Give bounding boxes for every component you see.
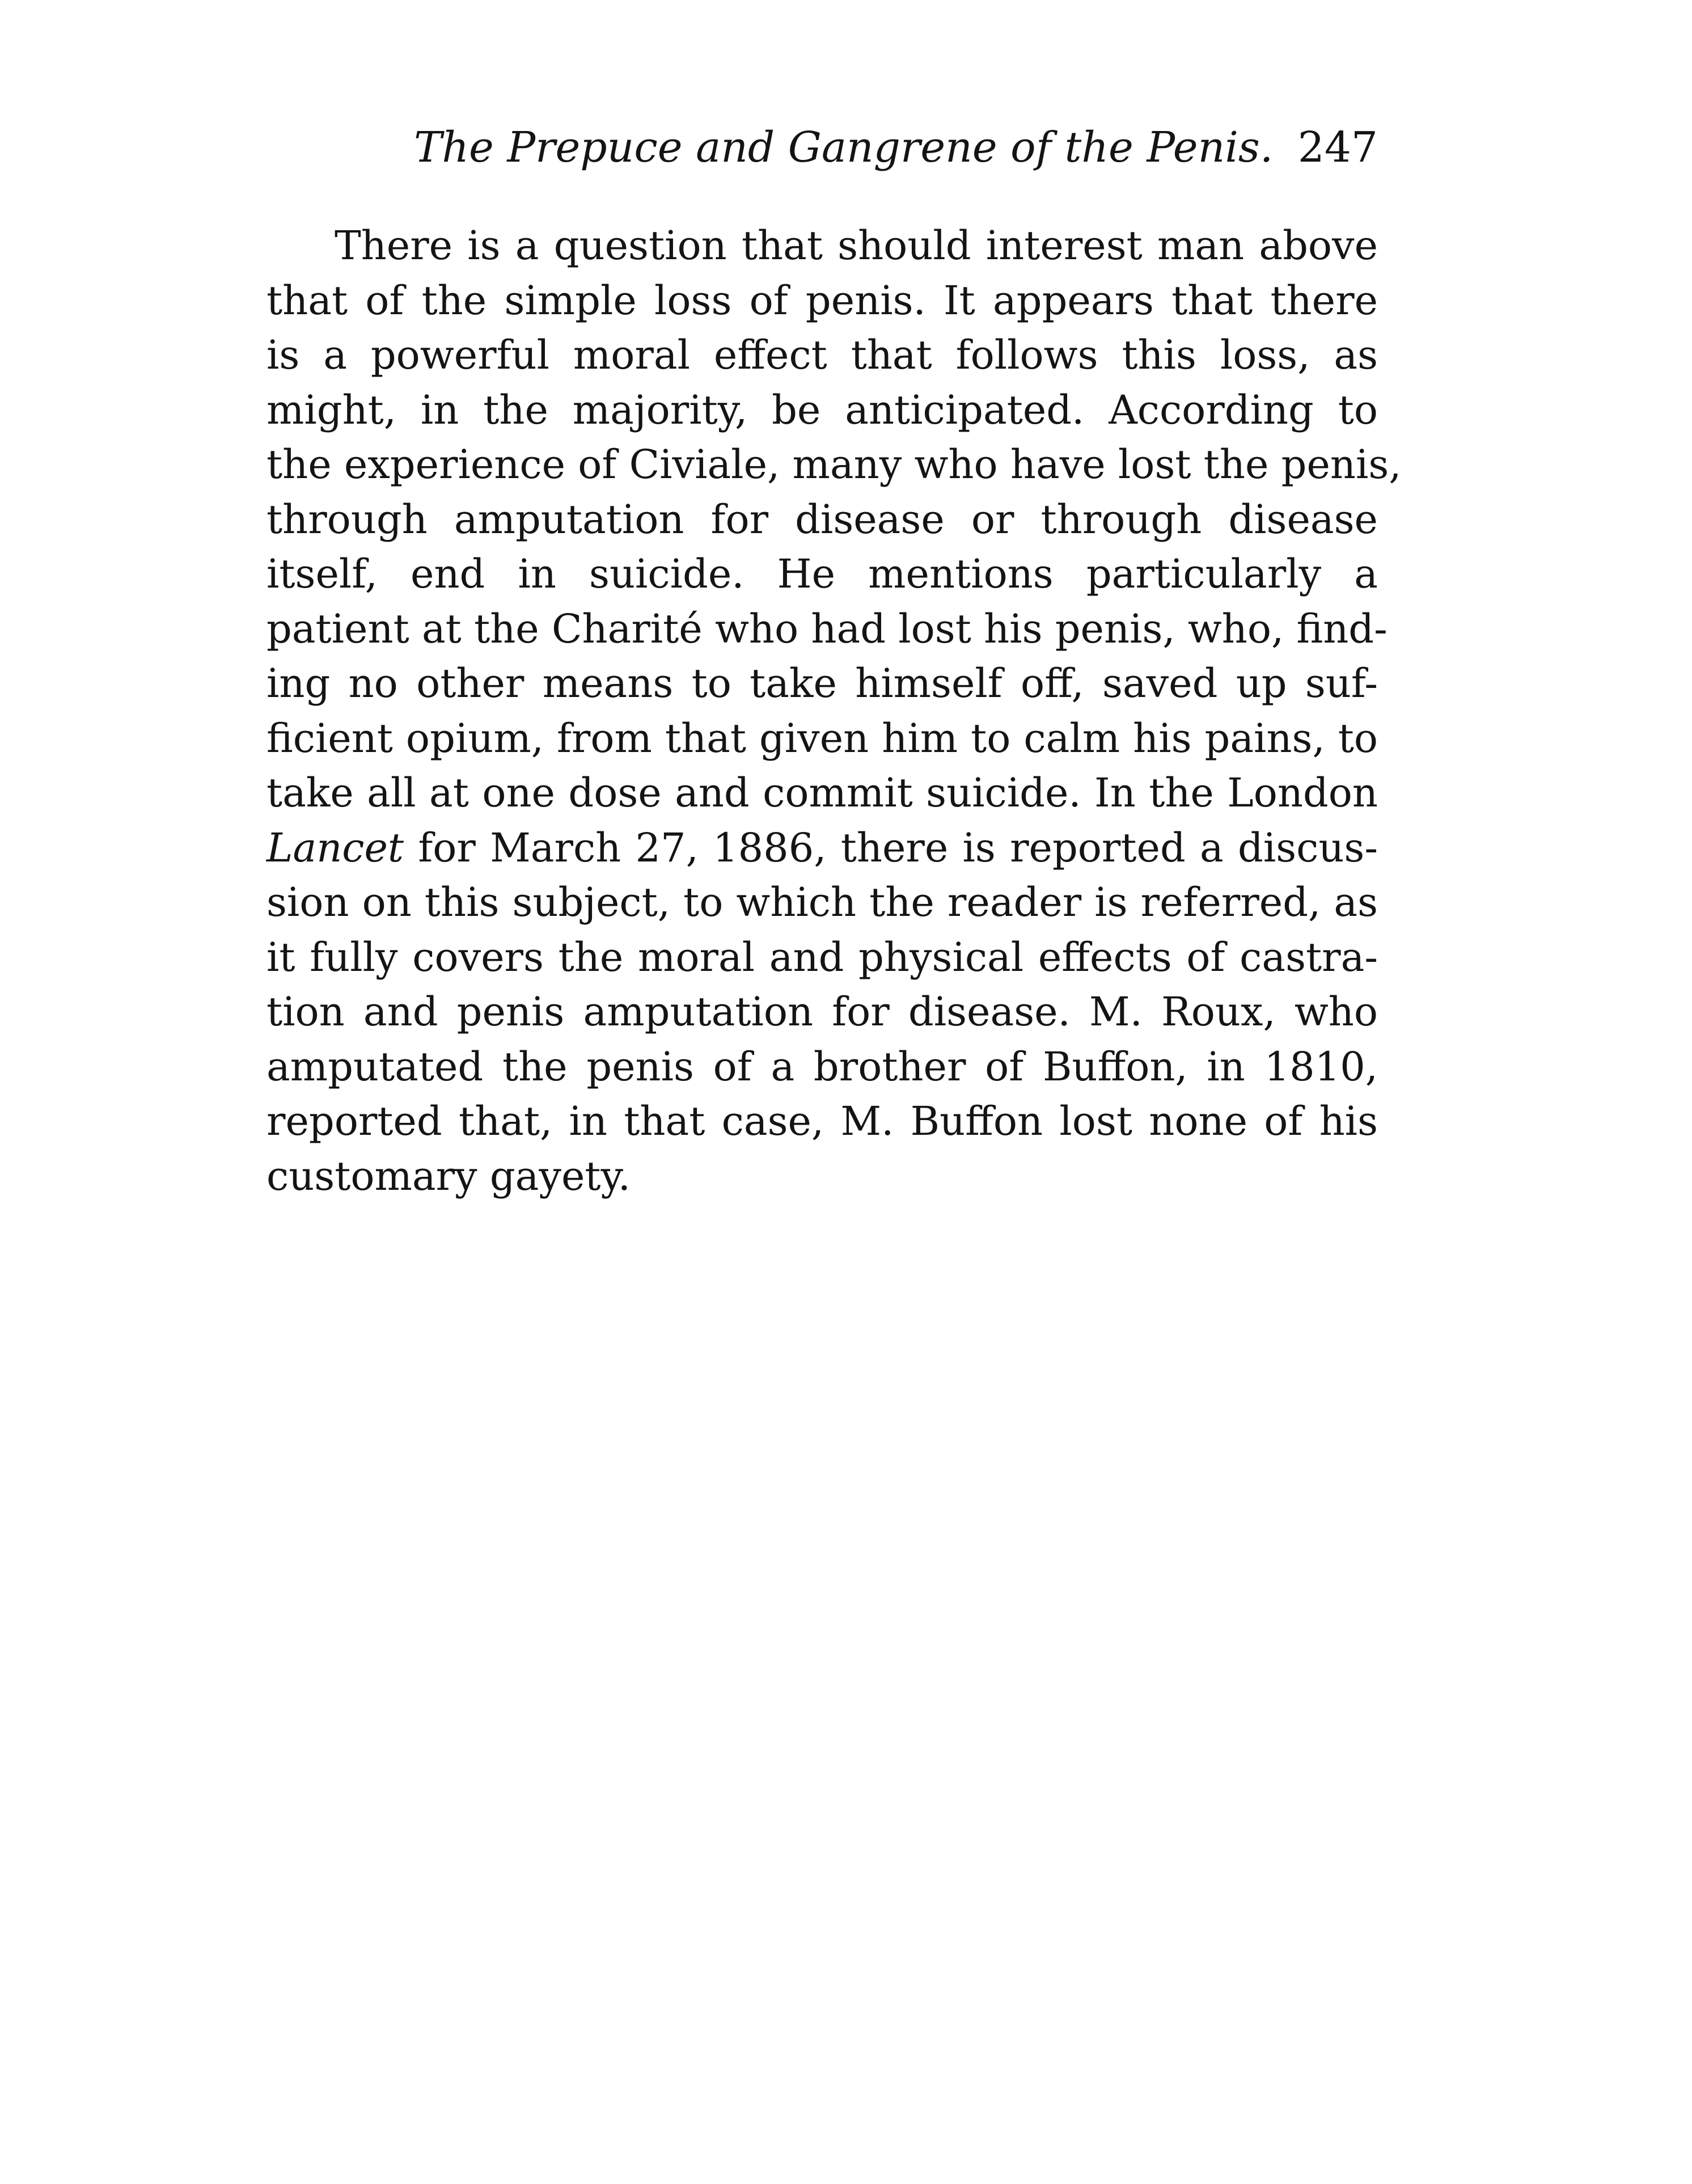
text-line: patient at the Charité who had lost his penis, who, find- [267,605,1388,652]
text-line: tion and penis amputation for disease. M. Roux, who [267,988,1378,1035]
italic-title-lancet: Lancet [267,824,404,871]
text-line: the experience of Civiale, many who have lost the penis, [267,441,1402,488]
running-head [267,116,1378,179]
text-line: amputated the penis of a brother of Buffon, in 1810, [267,1043,1378,1090]
text-line-with-italic [267,821,1378,876]
text-line: it fully covers the moral and physical effects of castra- [267,933,1378,981]
text-line: might, in the majority, be anticipated. According to [267,386,1378,433]
text-line: that of the simple loss of penis. It appears that there [267,277,1378,324]
text-line: customary gayety. [267,1152,631,1199]
text-line-rest: for March 27, 1886, there is reported a discus- [404,824,1378,871]
body-paragraph [267,218,1402,1203]
text-line: reported that, in that case, M. Buffon lost none of his [267,1098,1378,1144]
text-line: There is a question that should interest man above [335,222,1378,269]
text-line: itself, end in suicide. He mentions particularly a [267,551,1378,597]
text-line: through amputation for disease or through disease [267,496,1378,543]
text-line: is a powerful moral effect that follows this loss, as [267,332,1378,378]
text-line: ficient opium, from that given him to calm his pains, to [267,715,1378,762]
running-title: The Prepuce and Gangrene of the Penis. [414,123,1274,172]
text-line: ing no other means to take himself off, saved up suf- [267,660,1378,707]
text-line: take all at one dose and commit suicide. In the London [267,770,1378,816]
text-line: sion on this subject, to which the reader is referred, as [267,879,1378,926]
page-number: 247 [1297,123,1378,172]
